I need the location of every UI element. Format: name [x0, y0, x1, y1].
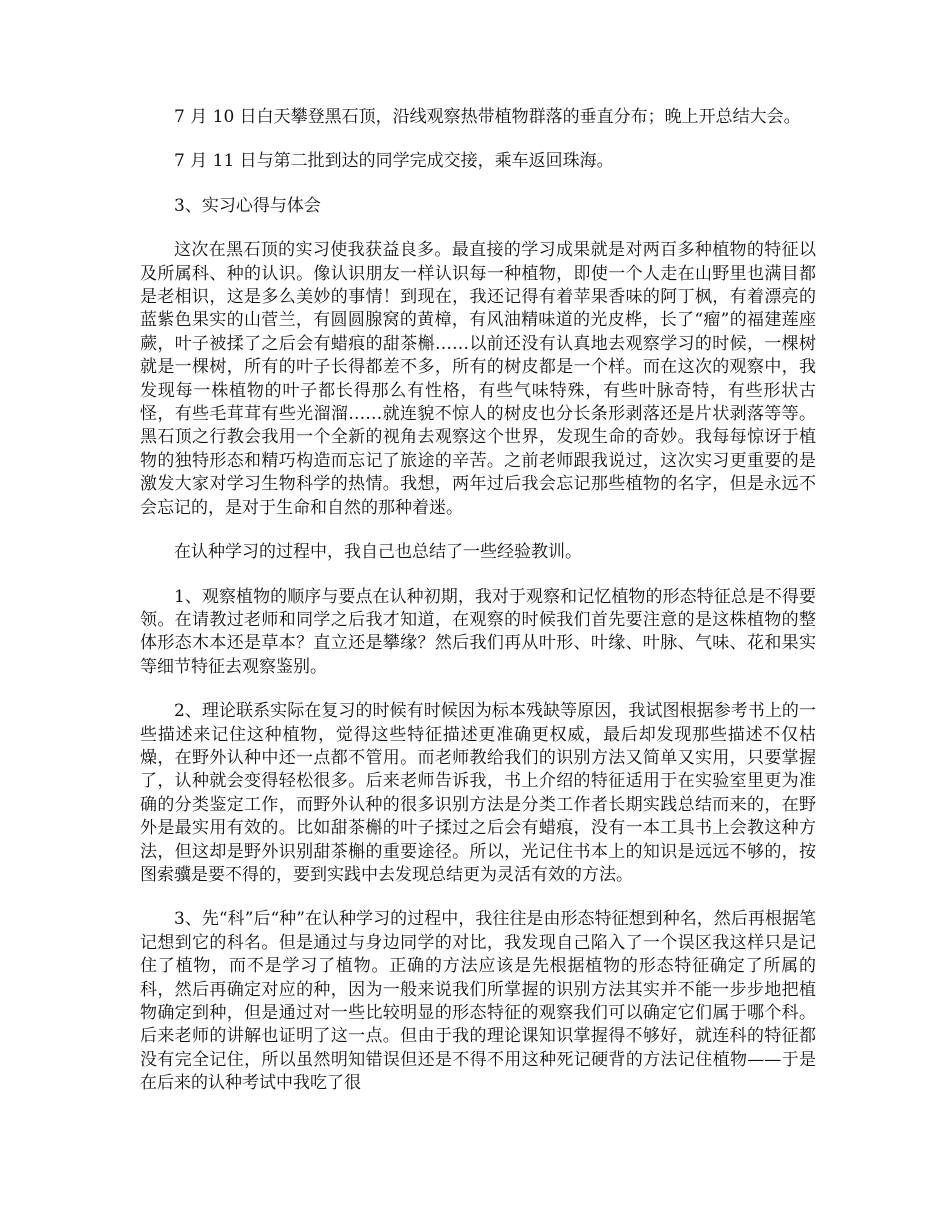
- document-body: [140, 106, 816, 1117]
- paragraph-lesson-2: 2、理论联系实际在复习的时候有时候因为标本残缺等原因，我试图根据参考书上的一些描述来记住这种植物，觉得这些特征描述更准确更权威，最后却发现那些描述不仅枯燥，在野外认种中还一点都不管用。而老师教给我们的识别方法又简单又实用，只要掌握了，认种就会变得轻松很多。后来老师告诉我，书上介绍的特征适用于在实验室里更为准确的分类鉴定工作，而野外认种的很多识别方法是分类工作者长期实践总结而来的，在野外是最实用有效的。比如甜茶槲的叶子揉过之后会有蜡痕，没有一本工具书上会教这种方法，但这却是野外识别甜茶槲的重要途径。所以，光记住书本上的知识是远远不够的，按图索骥是要不得的，要到实践中去发现总结更为灵活有效的方法。: [140, 701, 816, 885]
- paragraph-lesson-3: 3、先“科”后“种”在认种学习的过程中，我往往是由形态特征想到种名，然后再根据笔记想到它的科名。但是通过与身边同学的对比，我发现自己陷入了一个误区我这样只是记住了植物，而不是学习了植物。正确的方法应该是先根据植物的形态特征确定了所属的科，然后再确定对应的种，因为一般来说我们所掌握的识别方法其实并不能一步步地把植物确定到种，但是通过对一些比较明显的形态特征的观察我们可以确定它们属于哪个科。后来老师的讲解也证明了这一点。但由于我的理论课知识掌握得不够好，就连科的特征都没有完全记住，所以虽然明知错误但还是不得不用这种死记硬背的方法记住植物——于是在后来的认种考试中我吃了很: [140, 909, 816, 1094]
- paragraph-july-11: 7 月 11 日与第二批到达的同学完成交接，乘车返回珠海。: [174, 151, 614, 172]
- paragraph-lessons-intro: 在认种学习的过程中，我自己也总结了一些经验教训。: [174, 542, 582, 563]
- section-heading-reflections: 3、实习心得与体会: [174, 195, 321, 216]
- paragraph-reflection-main: 这次在黑石顶的实习使我获益良多。最直接的学习成果就是对两百多种植物的特征以及所属科、种的认识。像认识朋友一样认识每一种植物，即使一个人走在山野里也满目都是老相识，这是多么美妙的事情！到现在，我还记得有着苹果香味的阿丁枫，有着漂亮的蓝紫色果实的山菅兰，有圆圆腺窝的黄樟，有风油精味道的光皮桦，长了“瘤”的福建莲座蕨，叶子被揉了之后会有蜡痕的甜茶槲……以前还没有认真地去观察学习的时候，一棵树就是一棵树，所有的叶子长得都差不多，所有的树皮都是一个样。而在这次的观察中，我发现每一株植物的叶子都长得那么有性格，有些气味特殊，有些叶脉奇特，有些形状古怪，有些毛茸茸有些光溜溜……就连貌不惊人的树皮也分长条形剥落还是片状剥落等等。黑石顶之行教会我用一个全新的视角去观察这个世界，发现生命的奇妙。我每每惊讶于植物的独特形态和精巧构造而忘记了旅途的辛苦。之前老师跟我说过，这次实习更重要的是激发大家对学习生物科学的热情。我想，两年过后我会忘记那些植物的名字，但是永远不会忘记的，是对于生命和自然的那种着迷。: [140, 240, 816, 518]
- paragraph-lesson-1: 1、观察植物的顺序与要点在认种初期，我对于观察和记忆植物的形态特征总是不得要领。在请教过老师和同学之后我才知道，在观察的时候我们首先要注意的是这株植物的整体形态木本还是草本？直立还是攀缘？然后我们再从叶形、叶缘、叶脉、气味、花和果实等细节特征去观察鉴别。: [140, 586, 816, 677]
- paragraph-july-10: 7 月 10 日白天攀登黑石顶，沿线观察热带植物群落的垂直分布；晚上开总结大会。: [174, 107, 801, 127]
